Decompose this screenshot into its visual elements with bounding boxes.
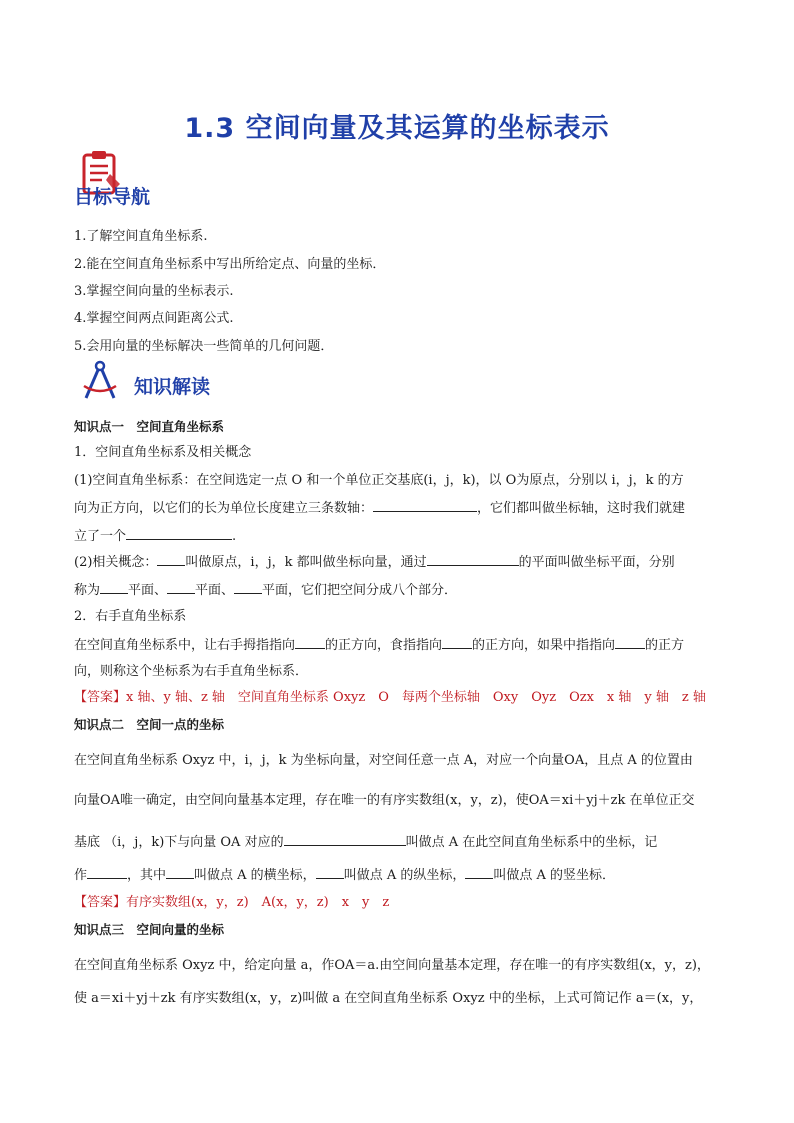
kp1-p3-line1 — [74, 636, 734, 655]
kp3-line2: 使 a＝xi＋yj＋zk 有序实数组(x，y，z)叫做 a 在空间直角坐标系 Oxyz 中的坐标，上式可简记作 a＝(x，y， — [74, 991, 703, 1006]
text: 的正方向，如果中指指向 — [472, 638, 616, 653]
blank — [373, 499, 477, 512]
text: ，其中 — [127, 868, 167, 883]
text: 在空间直角坐标系中，让右手拇指指向 — [74, 638, 296, 653]
blank — [167, 581, 195, 594]
text: 平面，它们把空间分成八个部分． — [262, 583, 458, 598]
kp1-p2-line2 — [74, 581, 734, 600]
blank — [442, 636, 472, 649]
text: (2)相关概念： — [74, 555, 158, 570]
kp2-answer: 【答案】有序实数组(x，y，z) A(x，y，z) x y z — [74, 895, 390, 910]
goal-item: 5.会用向量的坐标解决一些简单的几何问题． — [74, 339, 334, 354]
kp3-title: 知识点三 空间向量的坐标 — [74, 922, 225, 937]
page-title: 1.3 空间向量及其运算的坐标表示 — [184, 113, 610, 144]
text: 叫做原点，i，j，k 都叫做坐标向量，通过 — [185, 555, 427, 570]
kp1-p2-line1 — [74, 553, 734, 572]
kp1-sub1: 1．空间直角坐标系及相关概念 — [74, 445, 252, 460]
blank — [316, 866, 344, 879]
kp1-p1-line3 — [74, 527, 734, 546]
text: 叫做点 A 的纵坐标， — [343, 868, 466, 883]
blank — [157, 553, 185, 566]
kp2-line2: 向量OA唯一确定，由空间向量基本定理，存在唯一的有序实数组(x，y，z)，使OA＝xi＋yj＋zk 在单位正交 — [74, 793, 695, 808]
kp1-p3-line2: 向，则称这个坐标系为右手直角坐标系． — [74, 664, 309, 679]
text: 叫做点 A 的横坐标， — [194, 868, 316, 883]
goal-item: 3.掌握空间向量的坐标表示. — [74, 284, 234, 299]
blank — [100, 581, 128, 594]
kp2-title: 知识点二 空间一点的坐标 — [74, 717, 225, 732]
goal-item: 4.掌握空间两点间距离公式. — [74, 311, 234, 326]
text: . — [232, 529, 237, 544]
knowledge-heading: 知识解读 — [134, 376, 211, 398]
goal-item: 1.了解空间直角坐标系. — [74, 229, 208, 244]
text: 的正方向，食指指向 — [325, 638, 443, 653]
blank — [87, 866, 127, 879]
text: 的正方 — [645, 638, 685, 653]
blank — [234, 581, 262, 594]
kp1-sub2: 2．右手直角坐标系 — [74, 609, 187, 624]
kp1-answer: 【答案】x 轴、y 轴、z 轴 空间直角坐标系 Oxyz O 每两个坐标轴 Oxy Oyz Ozx x 轴 y 轴 z 轴 — [74, 690, 706, 705]
blank — [284, 833, 406, 846]
blank — [615, 636, 645, 649]
blank — [295, 636, 325, 649]
kp1-title: 知识点一 空间直角坐标系 — [74, 419, 225, 434]
kp2-line4 — [74, 866, 734, 885]
kp2-line1: 在空间直角坐标系 Oxyz 中，i，j，k 为坐标向量，对空间任意一点 A，对应一个向量OA，且点 A 的位置由 — [74, 753, 693, 768]
text: 称为 — [74, 583, 101, 598]
text: 的平面叫做坐标平面，分别 — [518, 555, 675, 570]
text: 基底 （i，j，k)下与向量 OA 对应的 — [74, 835, 284, 850]
text: 立了一个 — [74, 529, 127, 544]
blank — [126, 527, 232, 540]
kp1-p1-line1: (1)空间直角坐标系：在空间选定一点 O 和一个单位正交基底(i，j，k)，以 O为原点，分别以 i，j，k 的方 — [74, 473, 684, 488]
kp3-line1: 在空间直角坐标系 Oxyz 中，给定向量 a，作OA＝a.由空间向量基本定理，存在唯一的有序实数组(x，y，z)， — [74, 958, 710, 973]
blank — [427, 553, 519, 566]
text: 平面、 — [128, 583, 168, 598]
text: 作 — [74, 868, 88, 883]
kp2-line3 — [74, 833, 734, 852]
compass-icon — [80, 358, 124, 408]
text: 叫做点 A 在此空间直角坐标系中的坐标，记 — [405, 835, 658, 850]
kp1-p1-line2 — [74, 499, 734, 518]
text: 向为正方向，以它们的长为单位长度建立三条数轴： — [74, 501, 374, 516]
blank — [166, 866, 194, 879]
goal-item: 2.能在空间直角坐标系中写出所给定点、向量的坐标． — [74, 257, 386, 272]
goals-heading: 目标导航 — [74, 186, 151, 208]
text: ，它们都叫做坐标轴，这时我们就建 — [477, 501, 686, 516]
text: 平面、 — [195, 583, 235, 598]
blank — [465, 866, 493, 879]
text: 叫做点 A 的竖坐标． — [493, 868, 615, 883]
